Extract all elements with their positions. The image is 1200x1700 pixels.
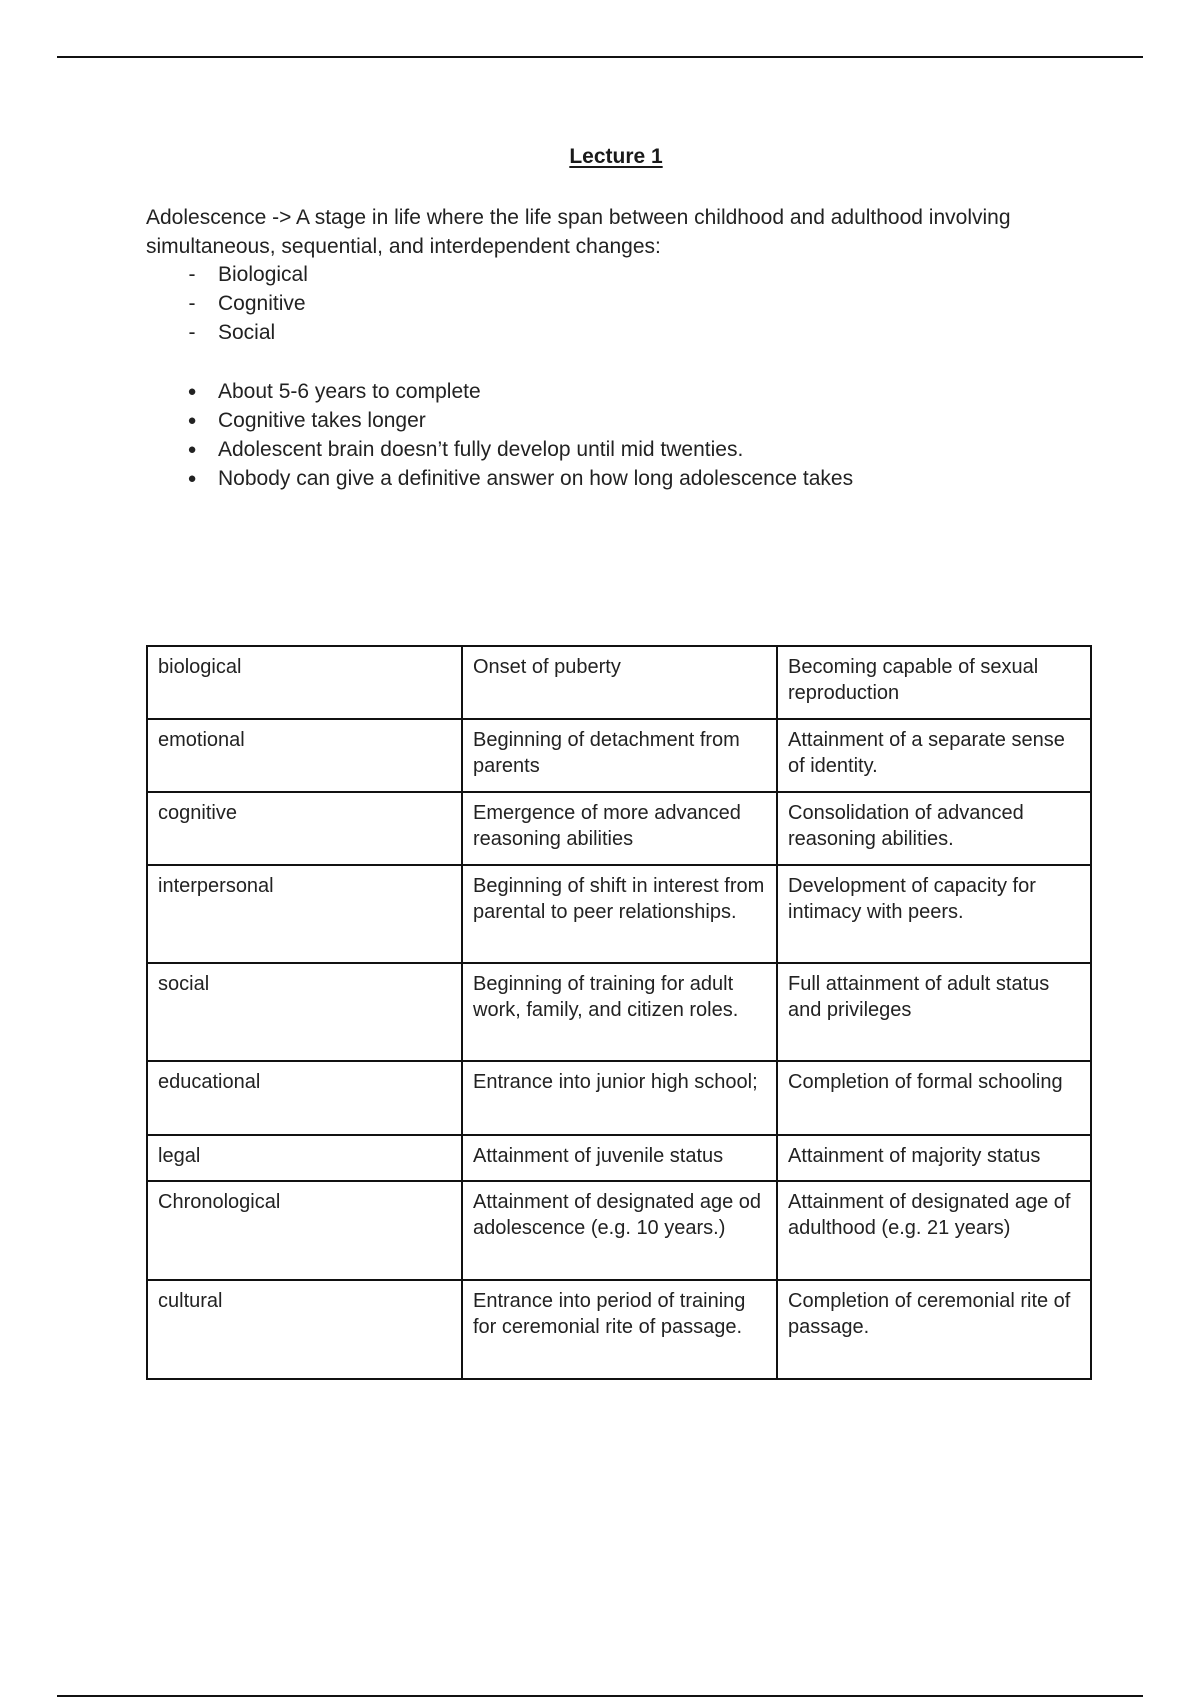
list-item: ● Cognitive takes longer	[146, 406, 853, 435]
bullet-marker: ●	[187, 470, 197, 487]
table-row	[147, 865, 1091, 963]
table-row	[147, 1181, 1091, 1280]
onset-cell: Beginning of shift in interest from parental to peer relationships.	[462, 865, 777, 963]
bullet-marker: ●	[187, 412, 197, 429]
onset-cell: Attainment of juvenile status	[462, 1135, 777, 1181]
intro-paragraph: Adolescence -> A stage in life where the life span between childhood and adulthood involving simultaneous, sequential, and interdependent changes:	[146, 206, 1011, 258]
dash-marker: -	[188, 321, 196, 344]
list-item: ● About 5-6 years to complete	[146, 377, 853, 406]
list-item: - Cognitive	[146, 289, 308, 318]
domain-cell: biological	[147, 646, 462, 719]
list-item: ● Adolescent brain doesn’t fully develop until mid twenties.	[146, 435, 853, 464]
table-row	[147, 1061, 1091, 1135]
domain-cell: social	[147, 963, 462, 1061]
page-title: Lecture 1	[569, 145, 663, 168]
onset-cell: Beginning of training for adult work, family, and citizen roles.	[462, 963, 777, 1061]
table-row	[147, 1280, 1091, 1379]
dash-marker: -	[188, 263, 196, 286]
completion-cell: Completion of ceremonial rite of passage.	[777, 1280, 1091, 1379]
domain-cell: emotional	[147, 719, 462, 792]
table-row	[147, 646, 1091, 719]
domain-cell: educational	[147, 1061, 462, 1135]
completion-cell: Attainment of majority status	[777, 1135, 1091, 1181]
notes-list	[146, 377, 853, 493]
domain-cell: Chronological	[147, 1181, 462, 1280]
bullet-marker: ●	[187, 383, 197, 400]
changes-list	[146, 260, 308, 347]
onset-cell: Entrance into junior high school;	[462, 1061, 777, 1135]
completion-cell: Attainment of designated age of adulthood (e.g. 21 years)	[777, 1181, 1091, 1280]
completion-cell: Consolidation of advanced reasoning abilities.	[777, 792, 1091, 865]
table-row	[147, 719, 1091, 792]
domain-cell: interpersonal	[147, 865, 462, 963]
domain-cell: cultural	[147, 1280, 462, 1379]
onset-cell: Onset of puberty	[462, 646, 777, 719]
dash-marker: -	[188, 292, 196, 315]
top-rule	[57, 56, 1143, 58]
completion-cell: Becoming capable of sexual reproduction	[777, 646, 1091, 719]
list-item: - Biological	[146, 260, 308, 289]
domain-cell: cognitive	[147, 792, 462, 865]
completion-cell: Development of capacity for intimacy with peers.	[777, 865, 1091, 963]
table-row	[147, 792, 1091, 865]
onset-cell: Emergence of more advanced reasoning abilities	[462, 792, 777, 865]
completion-cell: Attainment of a separate sense of identity.	[777, 719, 1091, 792]
onset-cell: Attainment of designated age od adolescence (e.g. 10 years.)	[462, 1181, 777, 1280]
completion-cell: Full attainment of adult status and privileges	[777, 963, 1091, 1061]
adolescence-stages-table	[146, 645, 1092, 1380]
table-row	[147, 1135, 1091, 1181]
onset-cell: Beginning of detachment from parents	[462, 719, 777, 792]
list-item: ● Nobody can give a definitive answer on how long adolescence takes	[146, 464, 853, 493]
completion-cell: Completion of formal schooling	[777, 1061, 1091, 1135]
bullet-marker: ●	[187, 441, 197, 458]
onset-cell: Entrance into period of training for ceremonial rite of passage.	[462, 1280, 777, 1379]
table-row	[147, 963, 1091, 1061]
bottom-rule	[57, 1695, 1143, 1697]
domain-cell: legal	[147, 1135, 462, 1181]
list-item: - Social	[146, 318, 308, 347]
